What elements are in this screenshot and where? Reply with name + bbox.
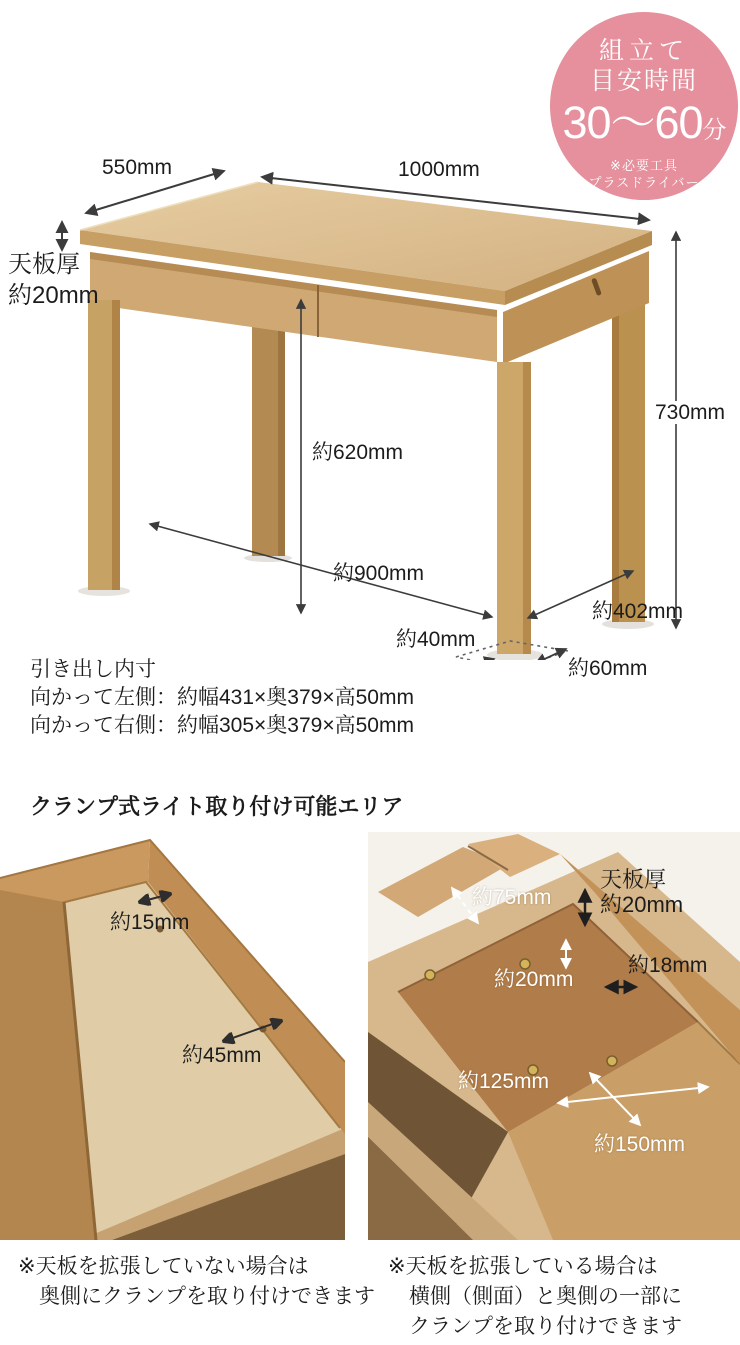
- height-dimension-label: 730mm: [652, 401, 728, 424]
- left-photo-dim-15: 約15mm: [110, 911, 190, 934]
- thickness-label-line1: 天板厚: [8, 251, 80, 278]
- width-dimension-label: 1000mm: [398, 158, 480, 181]
- right-caption-line3: クランプを取り付けできます: [409, 1315, 682, 1338]
- left-photo-caption: [18, 1252, 375, 1312]
- inner-width-dimension-label: 約900mm: [333, 562, 425, 585]
- badge-time: 30〜60分: [562, 97, 726, 148]
- thickness-label-line2: 約20mm: [8, 282, 99, 309]
- inner-depth-dimension-label: 約402mm: [592, 600, 684, 623]
- left-photo-dim-45: 約45mm: [182, 1044, 262, 1067]
- drawer-info-left: 向かって左側：約幅431×奥379×高50mm: [30, 686, 414, 709]
- right-photo-dim-125: 約125mm: [458, 1070, 550, 1093]
- right-caption-line1: ※天板を拡張している場合は: [388, 1255, 658, 1278]
- left-detail-photo: [0, 832, 345, 1240]
- leg-depth-dimension-label: 約60mm: [568, 657, 648, 680]
- right-photo-dim-18: 約18mm: [628, 954, 708, 977]
- right-photo-dim-75: 約75mm: [472, 886, 552, 909]
- badge-tool-note1: ※必要工具: [610, 158, 678, 173]
- leg-width-dimension-label: 約40mm: [396, 628, 476, 651]
- badge-line1: 組立て: [598, 37, 689, 65]
- assembly-time-badge: [550, 12, 738, 200]
- badge-tool-note2: プラスドライバー: [588, 175, 700, 190]
- clearance-dimension-label: 約620mm: [312, 441, 404, 464]
- badge-line2: 目安時間: [589, 67, 698, 95]
- right-photo-caption: [388, 1252, 682, 1342]
- right-caption-line2: 横側（側面）と奥側の一部に: [409, 1285, 682, 1308]
- clamp-area-heading: クランプ式ライト取り付け可能エリア: [30, 794, 404, 819]
- right-photo-dim-150: 約150mm: [594, 1133, 686, 1156]
- right-photo-dim-20: 約20mm: [494, 968, 574, 991]
- left-caption-line1: ※天板を拡張していない場合は: [18, 1255, 309, 1278]
- left-caption-line2: 奥側にクランプを取り付けできます: [39, 1285, 375, 1308]
- depth-dimension-label: 550mm: [102, 156, 173, 179]
- drawer-info-title: 引き出し内寸: [30, 658, 156, 681]
- drawer-info-right: 向かって右側：約幅305×奥379×高50mm: [30, 714, 414, 737]
- drawer-inner-size-info: [30, 656, 414, 740]
- right-photo-thickness-line1: 天板厚: [600, 867, 667, 892]
- right-photo-thickness-line2: 約20mm: [600, 892, 684, 917]
- right-detail-photo: [368, 832, 740, 1240]
